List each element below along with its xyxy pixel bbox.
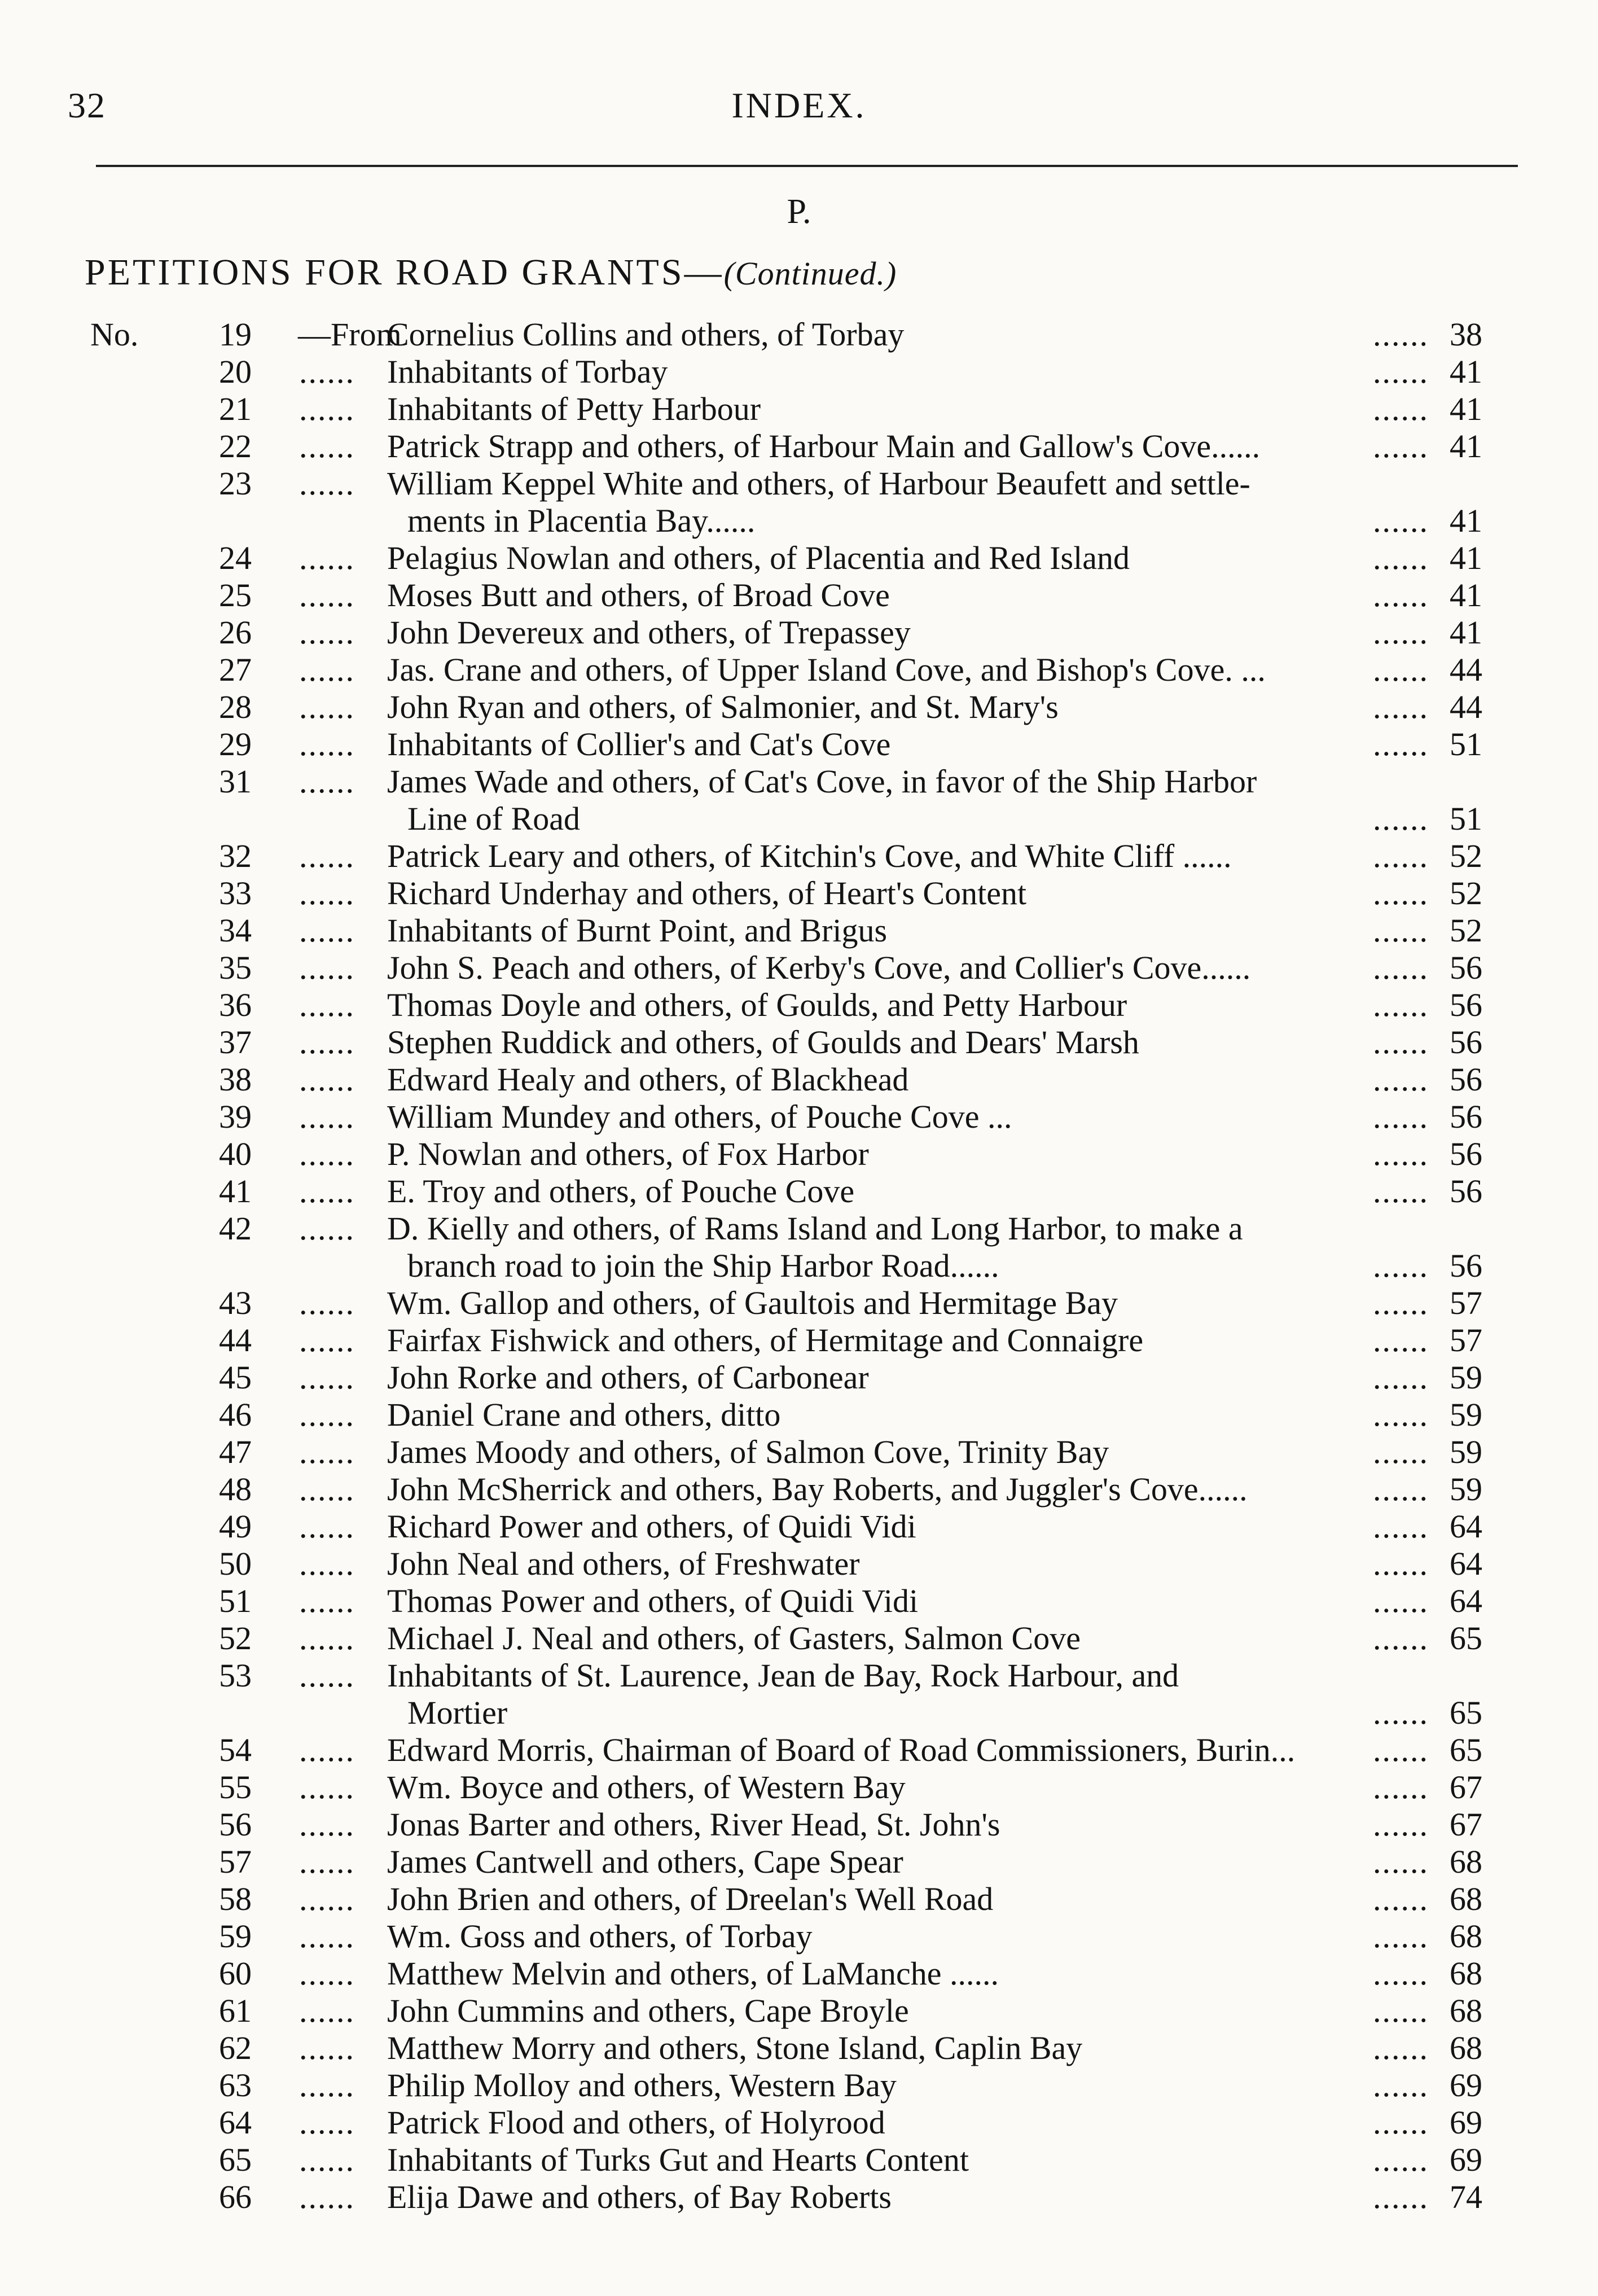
- entry-number: 27: [219, 651, 252, 688]
- entry-page: 68: [1450, 1992, 1482, 2029]
- entry-number: 50: [219, 1545, 252, 1582]
- entry-leader: ......: [299, 1434, 355, 1470]
- index-entry: [0, 1545, 1598, 1583]
- entry-leader: ......: [299, 1173, 355, 1210]
- entry-leader: ......: [299, 1024, 355, 1061]
- index-entry: [0, 1434, 1598, 1471]
- entry-description: Edward Morris, Chairman of Board of Road Commissioners, Burin...: [387, 1732, 1296, 1768]
- entry-description: Wm. Goss and others, of Torbay: [387, 1918, 813, 1955]
- entry-leader: ......: [299, 2104, 355, 2141]
- entry-page: 67: [1450, 1769, 1482, 1806]
- entry-page: 65: [1450, 1694, 1482, 1731]
- entry-description: John S. Peach and others, of Kerby's Cove, and Collier's Cove......: [387, 949, 1251, 986]
- entry-leader: ......: [299, 1955, 355, 1992]
- entry-page: 41: [1450, 353, 1482, 390]
- section-heading: [85, 251, 897, 294]
- entry-page: 41: [1450, 428, 1482, 465]
- entry-leader: ......: [299, 1620, 355, 1657]
- entry-number: 43: [219, 1285, 252, 1321]
- entry-leader: ......: [1373, 1732, 1429, 1768]
- entry-description: Thomas Power and others, of Quidi Vidi: [387, 1583, 919, 1619]
- entry-leader: ......: [299, 1471, 355, 1508]
- entry-description: James Wade and others, of Cat's Cove, in favor of the Ship Harbor: [387, 763, 1257, 800]
- entry-leader: ......: [1373, 1285, 1429, 1321]
- entry-number: 40: [219, 1136, 252, 1172]
- entry-leader: ......: [299, 1396, 355, 1433]
- entry-leader: ......: [1373, 2141, 1429, 2178]
- entry-number: 45: [219, 1359, 252, 1396]
- entry-page: 56: [1450, 1173, 1482, 1210]
- entry-number: 41: [219, 1173, 252, 1210]
- index-entry: [0, 651, 1598, 689]
- entry-description: Inhabitants of Collier's and Cat's Cove: [387, 726, 891, 763]
- entry-leader: ......: [299, 1285, 355, 1321]
- entry-description-continued: Line of Road: [407, 800, 581, 837]
- entry-number: 35: [219, 949, 252, 986]
- entry-number: 25: [219, 577, 252, 614]
- entry-leader: ......: [299, 391, 355, 427]
- entry-description: D. Kielly and others, of Rams Island and Long Harbor, to make a: [387, 1210, 1243, 1247]
- entry-leader: ......: [299, 875, 355, 912]
- entry-leader: ......: [299, 1881, 355, 1917]
- entry-page: 68: [1450, 2030, 1482, 2066]
- entry-description: Matthew Morry and others, Stone Island, Caplin Bay: [387, 2030, 1083, 2066]
- entry-number: 54: [219, 1732, 252, 1768]
- index-entry: [0, 465, 1598, 502]
- entry-leader: ......: [1373, 1471, 1429, 1508]
- index-entry: [0, 1359, 1598, 1396]
- entry-page: 56: [1450, 1024, 1482, 1061]
- entry-page: 41: [1450, 614, 1482, 651]
- entry-leader: ......: [299, 651, 355, 688]
- entry-page: 56: [1450, 1061, 1482, 1098]
- entry-page: 38: [1450, 316, 1482, 353]
- entry-page: 68: [1450, 1881, 1482, 1917]
- index-entry: [0, 2030, 1598, 2067]
- index-entry: [0, 614, 1598, 651]
- entry-number: 53: [219, 1657, 252, 1694]
- index-entry: [0, 1620, 1598, 1657]
- index-entry: [0, 1285, 1598, 1322]
- entry-leader: ......: [299, 689, 355, 725]
- entry-description: John Cummins and others, Cape Broyle: [387, 1992, 909, 2029]
- entry-number: 20: [219, 353, 252, 390]
- heading-continued: (Continued.): [723, 255, 897, 292]
- index-entry: [0, 1843, 1598, 1881]
- entry-description: Inhabitants of St. Laurence, Jean de Bay, Rock Harbour, and: [387, 1657, 1179, 1694]
- entry-number: 39: [219, 1098, 252, 1135]
- entry-description: Daniel Crane and others, ditto: [387, 1396, 781, 1433]
- entry-leader: ......: [1373, 1769, 1429, 1806]
- entry-leader: ......: [1373, 1024, 1429, 1061]
- entry-description: John Brien and others, of Dreelan's Well Road: [387, 1881, 994, 1917]
- entry-number: 48: [219, 1471, 252, 1508]
- entry-number: 57: [219, 1843, 252, 1880]
- index-entry: [0, 2104, 1598, 2141]
- entry-leader: ......: [299, 577, 355, 614]
- entry-page: 74: [1450, 2179, 1482, 2215]
- index-entry: [0, 838, 1598, 875]
- entry-leader: ......: [299, 763, 355, 800]
- entry-leader: ......: [299, 2030, 355, 2066]
- entry-leader: ......: [1373, 1955, 1429, 1992]
- index-entry: [0, 1098, 1598, 1136]
- entry-leader: ......: [1373, 1620, 1429, 1657]
- index-entry: [0, 1918, 1598, 1955]
- index-entry: [0, 316, 1598, 353]
- entry-description: Moses Butt and others, of Broad Cove: [387, 577, 890, 614]
- entry-leader: ......: [299, 726, 355, 763]
- entry-number: 66: [219, 2179, 252, 2215]
- entry-leader: ......: [1373, 353, 1429, 390]
- entry-description: Stephen Ruddick and others, of Goulds and Dears' Marsh: [387, 1024, 1139, 1061]
- entry-leader: ......: [1373, 726, 1429, 763]
- index-entry: [0, 987, 1598, 1024]
- entry-number: 58: [219, 1881, 252, 1917]
- entry-number: 63: [219, 2067, 252, 2104]
- entry-leader: ......: [299, 1359, 355, 1396]
- entry-leader: ......: [299, 1992, 355, 2029]
- index-entry: [0, 689, 1598, 726]
- entry-leader: ......: [1373, 1918, 1429, 1955]
- header-rule: [96, 165, 1518, 167]
- entry-page: 56: [1450, 1098, 1482, 1135]
- entry-page: 64: [1450, 1583, 1482, 1619]
- entry-page: 52: [1450, 912, 1482, 949]
- entry-number: 51: [219, 1583, 252, 1619]
- entry-leader: ......: [299, 949, 355, 986]
- entry-page: 41: [1450, 540, 1482, 576]
- entry-leader: ......: [299, 912, 355, 949]
- index-entry: [0, 577, 1598, 614]
- entry-number: 36: [219, 987, 252, 1023]
- entry-leader: ......: [1373, 838, 1429, 874]
- entry-description: James Cantwell and others, Cape Spear: [387, 1843, 903, 1880]
- entry-description: Elija Dawe and others, of Bay Roberts: [387, 2179, 892, 2215]
- index-entry: [0, 949, 1598, 987]
- entry-leader: ......: [299, 353, 355, 390]
- entry-leader: ......: [1373, 577, 1429, 614]
- entry-number: 23: [219, 465, 252, 502]
- entry-page: 41: [1450, 391, 1482, 427]
- entry-leader: ......: [1373, 2030, 1429, 2066]
- entry-leader: ......: [1373, 1098, 1429, 1135]
- index-entry: [0, 1806, 1598, 1843]
- index-entry: [0, 2179, 1598, 2216]
- entry-leader: ......: [1373, 987, 1429, 1023]
- entry-leader: ......: [299, 1210, 355, 1247]
- entry-leader: ......: [299, 2067, 355, 2104]
- index-entry: [0, 763, 1598, 800]
- entry-leader: ......: [299, 838, 355, 874]
- entry-leader: ......: [1373, 912, 1429, 949]
- entry-description: Inhabitants of Petty Harbour: [387, 391, 761, 427]
- entry-description: Jonas Barter and others, River Head, St. John's: [387, 1806, 1000, 1843]
- entry-description: Edward Healy and others, of Blackhead: [387, 1061, 909, 1098]
- index-entry: [0, 1136, 1598, 1173]
- index-entries: [0, 316, 1598, 2216]
- entry-page: 69: [1450, 2104, 1482, 2141]
- entry-number: 60: [219, 1955, 252, 1992]
- entry-page: 41: [1450, 577, 1482, 614]
- entry-leader: ......: [299, 1583, 355, 1619]
- entry-leader: ......: [299, 987, 355, 1023]
- heading-title: PETITIONS FOR ROAD GRANTS—: [85, 252, 724, 293]
- entry-description: Inhabitants of Torbay: [387, 353, 668, 390]
- entry-description: Patrick Leary and others, of Kitchin's Cove, and White Cliff ......: [387, 838, 1232, 874]
- entry-description-continued: Mortier: [407, 1694, 508, 1731]
- index-entry: [0, 1396, 1598, 1434]
- entry-number: 62: [219, 2030, 252, 2066]
- entry-description: Thomas Doyle and others, of Goulds, and Petty Harbour: [387, 987, 1127, 1023]
- entry-page: 59: [1450, 1471, 1482, 1508]
- entry-page: 51: [1450, 726, 1482, 763]
- entry-leader: ......: [1373, 1396, 1429, 1433]
- entry-leader: ......: [1373, 502, 1429, 539]
- entry-number: 44: [219, 1322, 252, 1359]
- entry-page: 68: [1450, 1955, 1482, 1992]
- entry-page: 59: [1450, 1434, 1482, 1470]
- entry-from: —From: [298, 316, 402, 353]
- entry-leader: ......: [1373, 1061, 1429, 1098]
- entry-leader: ......: [1373, 1843, 1429, 1880]
- entry-number: 64: [219, 2104, 252, 2141]
- entry-page: 65: [1450, 1620, 1482, 1657]
- entry-page: 44: [1450, 651, 1482, 688]
- entry-page: 56: [1450, 1247, 1482, 1284]
- index-entry-continuation: [0, 502, 1598, 540]
- entry-page: 44: [1450, 689, 1482, 725]
- entry-leader: ......: [299, 540, 355, 576]
- entry-leader: ......: [1373, 1322, 1429, 1359]
- entry-leader: ......: [1373, 391, 1429, 427]
- entry-number: 61: [219, 1992, 252, 2029]
- entry-prefix: No.: [90, 316, 139, 353]
- entry-leader: ......: [1373, 1545, 1429, 1582]
- entry-description: William Mundey and others, of Pouche Cove ...: [387, 1098, 1012, 1135]
- entry-leader: ......: [299, 465, 355, 502]
- entry-number: 56: [219, 1806, 252, 1843]
- running-head: INDEX.: [731, 85, 867, 125]
- entry-description: Philip Molloy and others, Western Bay: [387, 2067, 897, 2104]
- entry-leader: ......: [299, 428, 355, 465]
- entry-number: 32: [219, 838, 252, 874]
- entry-number: 52: [219, 1620, 252, 1657]
- entry-leader: ......: [299, 1508, 355, 1545]
- entry-leader: ......: [1373, 1992, 1429, 2029]
- entry-leader: ......: [1373, 1881, 1429, 1917]
- entry-leader: ......: [1373, 1508, 1429, 1545]
- entry-description: William Keppel White and others, of Harbour Beaufett and settle-: [387, 465, 1250, 502]
- entry-description: P. Nowlan and others, of Fox Harbor: [387, 1136, 869, 1172]
- entry-page: 59: [1450, 1396, 1482, 1433]
- entry-page: 65: [1450, 1732, 1482, 1768]
- entry-leader: ......: [1373, 1806, 1429, 1843]
- entry-number: 38: [219, 1061, 252, 1098]
- entry-description-continued: ments in Placentia Bay......: [407, 502, 756, 539]
- entry-leader: ......: [1373, 875, 1429, 912]
- index-entry: [0, 353, 1598, 391]
- entry-description: John Rorke and others, of Carbonear: [387, 1359, 869, 1396]
- entry-leader: ......: [1373, 316, 1429, 353]
- entry-leader: ......: [299, 614, 355, 651]
- entry-number: 65: [219, 2141, 252, 2178]
- entry-leader: ......: [1373, 1173, 1429, 1210]
- index-entry-continuation: [0, 1247, 1598, 1285]
- entry-leader: ......: [1373, 689, 1429, 725]
- index-entry: [0, 391, 1598, 428]
- entry-leader: ......: [299, 1732, 355, 1768]
- index-entry: [0, 1881, 1598, 1918]
- entry-number: 21: [219, 391, 252, 427]
- entry-description: Wm. Boyce and others, of Western Bay: [387, 1769, 906, 1806]
- entry-description: Patrick Strapp and others, of Harbour Main and Gallow's Cove......: [387, 428, 1261, 465]
- index-entry: [0, 1024, 1598, 1061]
- entry-leader: ......: [299, 1657, 355, 1694]
- entry-page: 64: [1450, 1545, 1482, 1582]
- index-entry: [0, 912, 1598, 949]
- entry-leader: ......: [1373, 428, 1429, 465]
- entry-description: Matthew Melvin and others, of LaManche ......: [387, 1955, 999, 1992]
- entry-description: John Ryan and others, of Salmonier, and St. Mary's: [387, 689, 1059, 725]
- entry-leader: ......: [299, 1136, 355, 1172]
- entry-leader: ......: [299, 1806, 355, 1843]
- entry-description: Jas. Crane and others, of Upper Island Cove, and Bishop's Cove. ...: [387, 651, 1266, 688]
- entry-leader: ......: [1373, 1136, 1429, 1172]
- entry-number: 19: [219, 316, 252, 353]
- index-entry: [0, 1732, 1598, 1769]
- entry-number: 26: [219, 614, 252, 651]
- index-entry: [0, 726, 1598, 763]
- entry-description: James Moody and others, of Salmon Cove, Trinity Bay: [387, 1434, 1109, 1470]
- entry-leader: ......: [1373, 540, 1429, 576]
- entry-page: 56: [1450, 1136, 1482, 1172]
- entry-leader: ......: [1373, 800, 1429, 837]
- entry-number: 46: [219, 1396, 252, 1433]
- entry-description: E. Troy and others, of Pouche Cove: [387, 1173, 855, 1210]
- entry-number: 34: [219, 912, 252, 949]
- entry-number: 33: [219, 875, 252, 912]
- entry-number: 31: [219, 763, 252, 800]
- index-entry: [0, 1583, 1598, 1620]
- entry-leader: ......: [1373, 1583, 1429, 1619]
- index-entry: [0, 2141, 1598, 2179]
- entry-page: 69: [1450, 2141, 1482, 2178]
- entry-leader: ......: [1373, 651, 1429, 688]
- entry-leader: ......: [1373, 2104, 1429, 2141]
- entry-description: Wm. Gallop and others, of Gaultois and Hermitage Bay: [387, 1285, 1118, 1321]
- entry-leader: ......: [299, 1918, 355, 1955]
- entry-description: Richard Power and others, of Quidi Vidi: [387, 1508, 916, 1545]
- entry-description: Pelagius Nowlan and others, of Placentia and Red Island: [387, 540, 1130, 576]
- index-entry: [0, 875, 1598, 912]
- entry-page: 56: [1450, 949, 1482, 986]
- entry-leader: ......: [1373, 2067, 1429, 2104]
- entry-description: Michael J. Neal and others, of Gasters, Salmon Cove: [387, 1620, 1081, 1657]
- entry-description-continued: branch road to join the Ship Harbor Road......: [407, 1247, 999, 1284]
- entry-number: 37: [219, 1024, 252, 1061]
- entry-leader: ......: [299, 1545, 355, 1582]
- entry-leader: ......: [1373, 1434, 1429, 1470]
- entry-leader: ......: [1373, 1359, 1429, 1396]
- entry-leader: ......: [299, 2179, 355, 2215]
- entry-description: Patrick Flood and others, of Holyrood: [387, 2104, 885, 2141]
- entry-leader: ......: [299, 1061, 355, 1098]
- entry-leader: ......: [299, 1322, 355, 1359]
- index-entry: [0, 2067, 1598, 2104]
- entry-leader: ......: [1373, 1694, 1429, 1731]
- entry-leader: ......: [1373, 949, 1429, 986]
- index-entry: [0, 1322, 1598, 1359]
- index-entry: [0, 1769, 1598, 1806]
- entry-description: Cornelius Collins and others, of Torbay: [387, 316, 905, 353]
- index-entry: [0, 540, 1598, 577]
- entry-description: John McSherrick and others, Bay Roberts, and Juggler's Cove......: [387, 1471, 1248, 1508]
- entry-number: 22: [219, 428, 252, 465]
- index-entry: [0, 1210, 1598, 1247]
- entry-leader: ......: [299, 1769, 355, 1806]
- entry-leader: ......: [299, 1098, 355, 1135]
- entry-number: 29: [219, 726, 252, 763]
- entry-number: 42: [219, 1210, 252, 1247]
- entry-number: 55: [219, 1769, 252, 1806]
- index-entry: [0, 428, 1598, 465]
- entry-description: Richard Underhay and others, of Heart's Content: [387, 875, 1027, 912]
- entry-description: John Devereux and others, of Trepassey: [387, 614, 911, 651]
- entry-description: John Neal and others, of Freshwater: [387, 1545, 860, 1582]
- entry-page: 51: [1450, 800, 1482, 837]
- section-letter: P.: [787, 192, 811, 231]
- entry-page: 57: [1450, 1322, 1482, 1359]
- entry-leader: ......: [1373, 2179, 1429, 2215]
- entry-page: 67: [1450, 1806, 1482, 1843]
- entry-number: 24: [219, 540, 252, 576]
- index-entry: [0, 1955, 1598, 1992]
- entry-page: 41: [1450, 502, 1482, 539]
- entry-description: Inhabitants of Burnt Point, and Brigus: [387, 912, 888, 949]
- entry-page: 52: [1450, 838, 1482, 874]
- entry-page: 56: [1450, 987, 1482, 1023]
- entry-description: Inhabitants of Turks Gut and Hearts Content: [387, 2141, 969, 2178]
- entry-number: 28: [219, 689, 252, 725]
- entry-number: 49: [219, 1508, 252, 1545]
- entry-leader: ......: [299, 1843, 355, 1880]
- entry-page: 52: [1450, 875, 1482, 912]
- entry-page: 68: [1450, 1843, 1482, 1880]
- entry-page: 68: [1450, 1918, 1482, 1955]
- index-entry: [0, 1061, 1598, 1098]
- entry-page: 64: [1450, 1508, 1482, 1545]
- index-entry: [0, 1508, 1598, 1545]
- entry-number: 59: [219, 1918, 252, 1955]
- entry-description: Fairfax Fishwick and others, of Hermitage and Connaigre: [387, 1322, 1144, 1359]
- entry-page: 57: [1450, 1285, 1482, 1321]
- index-entry: [0, 1471, 1598, 1508]
- index-entry: [0, 1657, 1598, 1694]
- entry-page: 59: [1450, 1359, 1482, 1396]
- page-number: 32: [68, 85, 106, 125]
- entry-leader: ......: [1373, 1247, 1429, 1284]
- entry-leader: ......: [299, 2141, 355, 2178]
- index-entry: [0, 1173, 1598, 1210]
- entry-leader: ......: [1373, 614, 1429, 651]
- entry-number: 47: [219, 1434, 252, 1470]
- entry-page: 69: [1450, 2067, 1482, 2104]
- index-entry-continuation: [0, 1694, 1598, 1732]
- index-entry: [0, 1992, 1598, 2030]
- index-entry-continuation: [0, 800, 1598, 838]
